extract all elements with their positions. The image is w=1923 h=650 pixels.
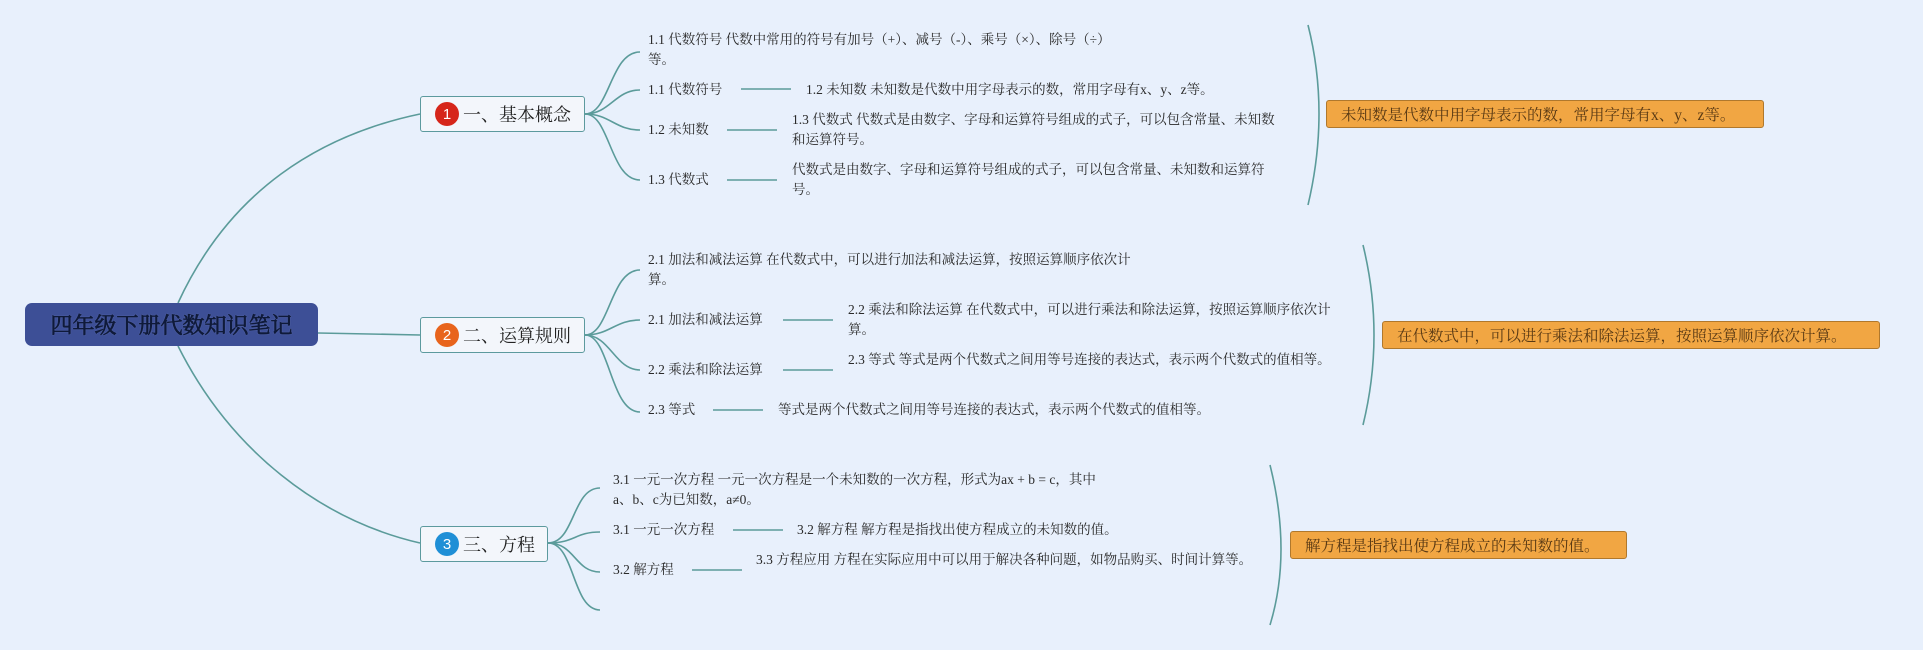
item-3-0[interactable]: 3.1 一元一次方程 一元一次方程是一个未知数的一次方程，形式为ax + b = c，其中a、b、c为已知数，a≠0。 [613,472,1096,507]
root-title: 四年级下册代数知识笔记 [50,314,293,339]
link-root-branch-1 [178,114,420,303]
detail-2-1[interactable]: 2.2 乘法和除法运算 在代数式中，可以进行乘法和除法运算，按照运算顺序依次计算。 [848,302,1331,337]
item-2-0[interactable]: 2.1 加法和减法运算 在代数式中，可以进行加法和减法运算，按照运算顺序依次计算。 [648,252,1131,287]
detail-2-3[interactable]: 等式是两个代数式之间用等号连接的表达式，表示两个代数式的值相等。 [778,402,1210,417]
item-2-3[interactable]: 2.3 等式 [648,402,696,417]
detail-3-2[interactable]: 3.3 方程应用 方程在实际应用中可以用于解决各种问题，如物品购买、时间计算等。 [756,552,1253,567]
summary-1[interactable]: 未知数是代数中用字母表示的数，常用字母有x、y、z等。 [1326,100,1764,128]
root-topic[interactable] [25,303,318,346]
link-root-branch-2 [318,333,420,335]
branch-basic-concepts[interactable] [420,96,585,132]
detail-3-1[interactable]: 3.2 解方程 解方程是指找出使方程成立的未知数的值。 [797,522,1118,537]
item-3-1[interactable]: 3.1 一元一次方程 [613,522,715,537]
item-1-2[interactable]: 1.2 未知数 [648,122,709,137]
item-1-3[interactable]: 1.3 代数式 [648,172,709,187]
branch-operation-rules[interactable] [420,317,585,353]
item-1-0[interactable]: 1.1 代数符号 代数中常用的符号有加号（+）、减号（-）、乘号（×）、除号（÷）等。 [648,32,1111,67]
branch-title: 二、运算规则 [463,326,571,347]
branch-equations[interactable] [420,526,548,562]
fan-branch-3 [548,488,600,610]
branch-title: 三、方程 [463,535,535,556]
detail-1-3[interactable]: 代数式是由数字、字母和运算符号组成的式子，可以包含常量、未知数和运算符号。 [792,162,1265,197]
item-2-1[interactable]: 2.1 加法和减法运算 [648,312,763,327]
item-1-1[interactable]: 1.1 代数符号 [648,82,723,97]
number-badge-icon: 2 [435,323,459,347]
bracket-1 [1308,25,1319,205]
detail-1-1[interactable]: 1.2 未知数 未知数是代数中用字母表示的数，常用字母有x、y、z等。 [806,82,1214,97]
number-badge-icon: 1 [435,102,459,126]
link-root-branch-3 [178,346,420,543]
detail-2-2[interactable]: 2.3 等式 等式是两个代数式之间用等号连接的表达式，表示两个代数式的值相等。 [848,352,1331,367]
summary-3[interactable]: 解方程是指找出使方程成立的未知数的值。 [1290,531,1627,559]
bracket-3 [1270,465,1281,625]
bracket-2 [1363,245,1374,425]
fan-branch-2 [585,270,640,412]
branch-title: 一、基本概念 [463,105,571,126]
item-3-2[interactable]: 3.2 解方程 [613,562,674,577]
fan-branch-1 [585,52,640,180]
detail-1-2[interactable]: 1.3 代数式 代数式是由数字、字母和运算符号组成的式子，可以包含常量、未知数和运算符号。 [792,112,1275,147]
item-2-2[interactable]: 2.2 乘法和除法运算 [648,362,763,377]
number-badge-icon: 3 [435,532,459,556]
summary-2[interactable]: 在代数式中，可以进行乘法和除法运算，按照运算顺序依次计算。 [1382,321,1880,349]
